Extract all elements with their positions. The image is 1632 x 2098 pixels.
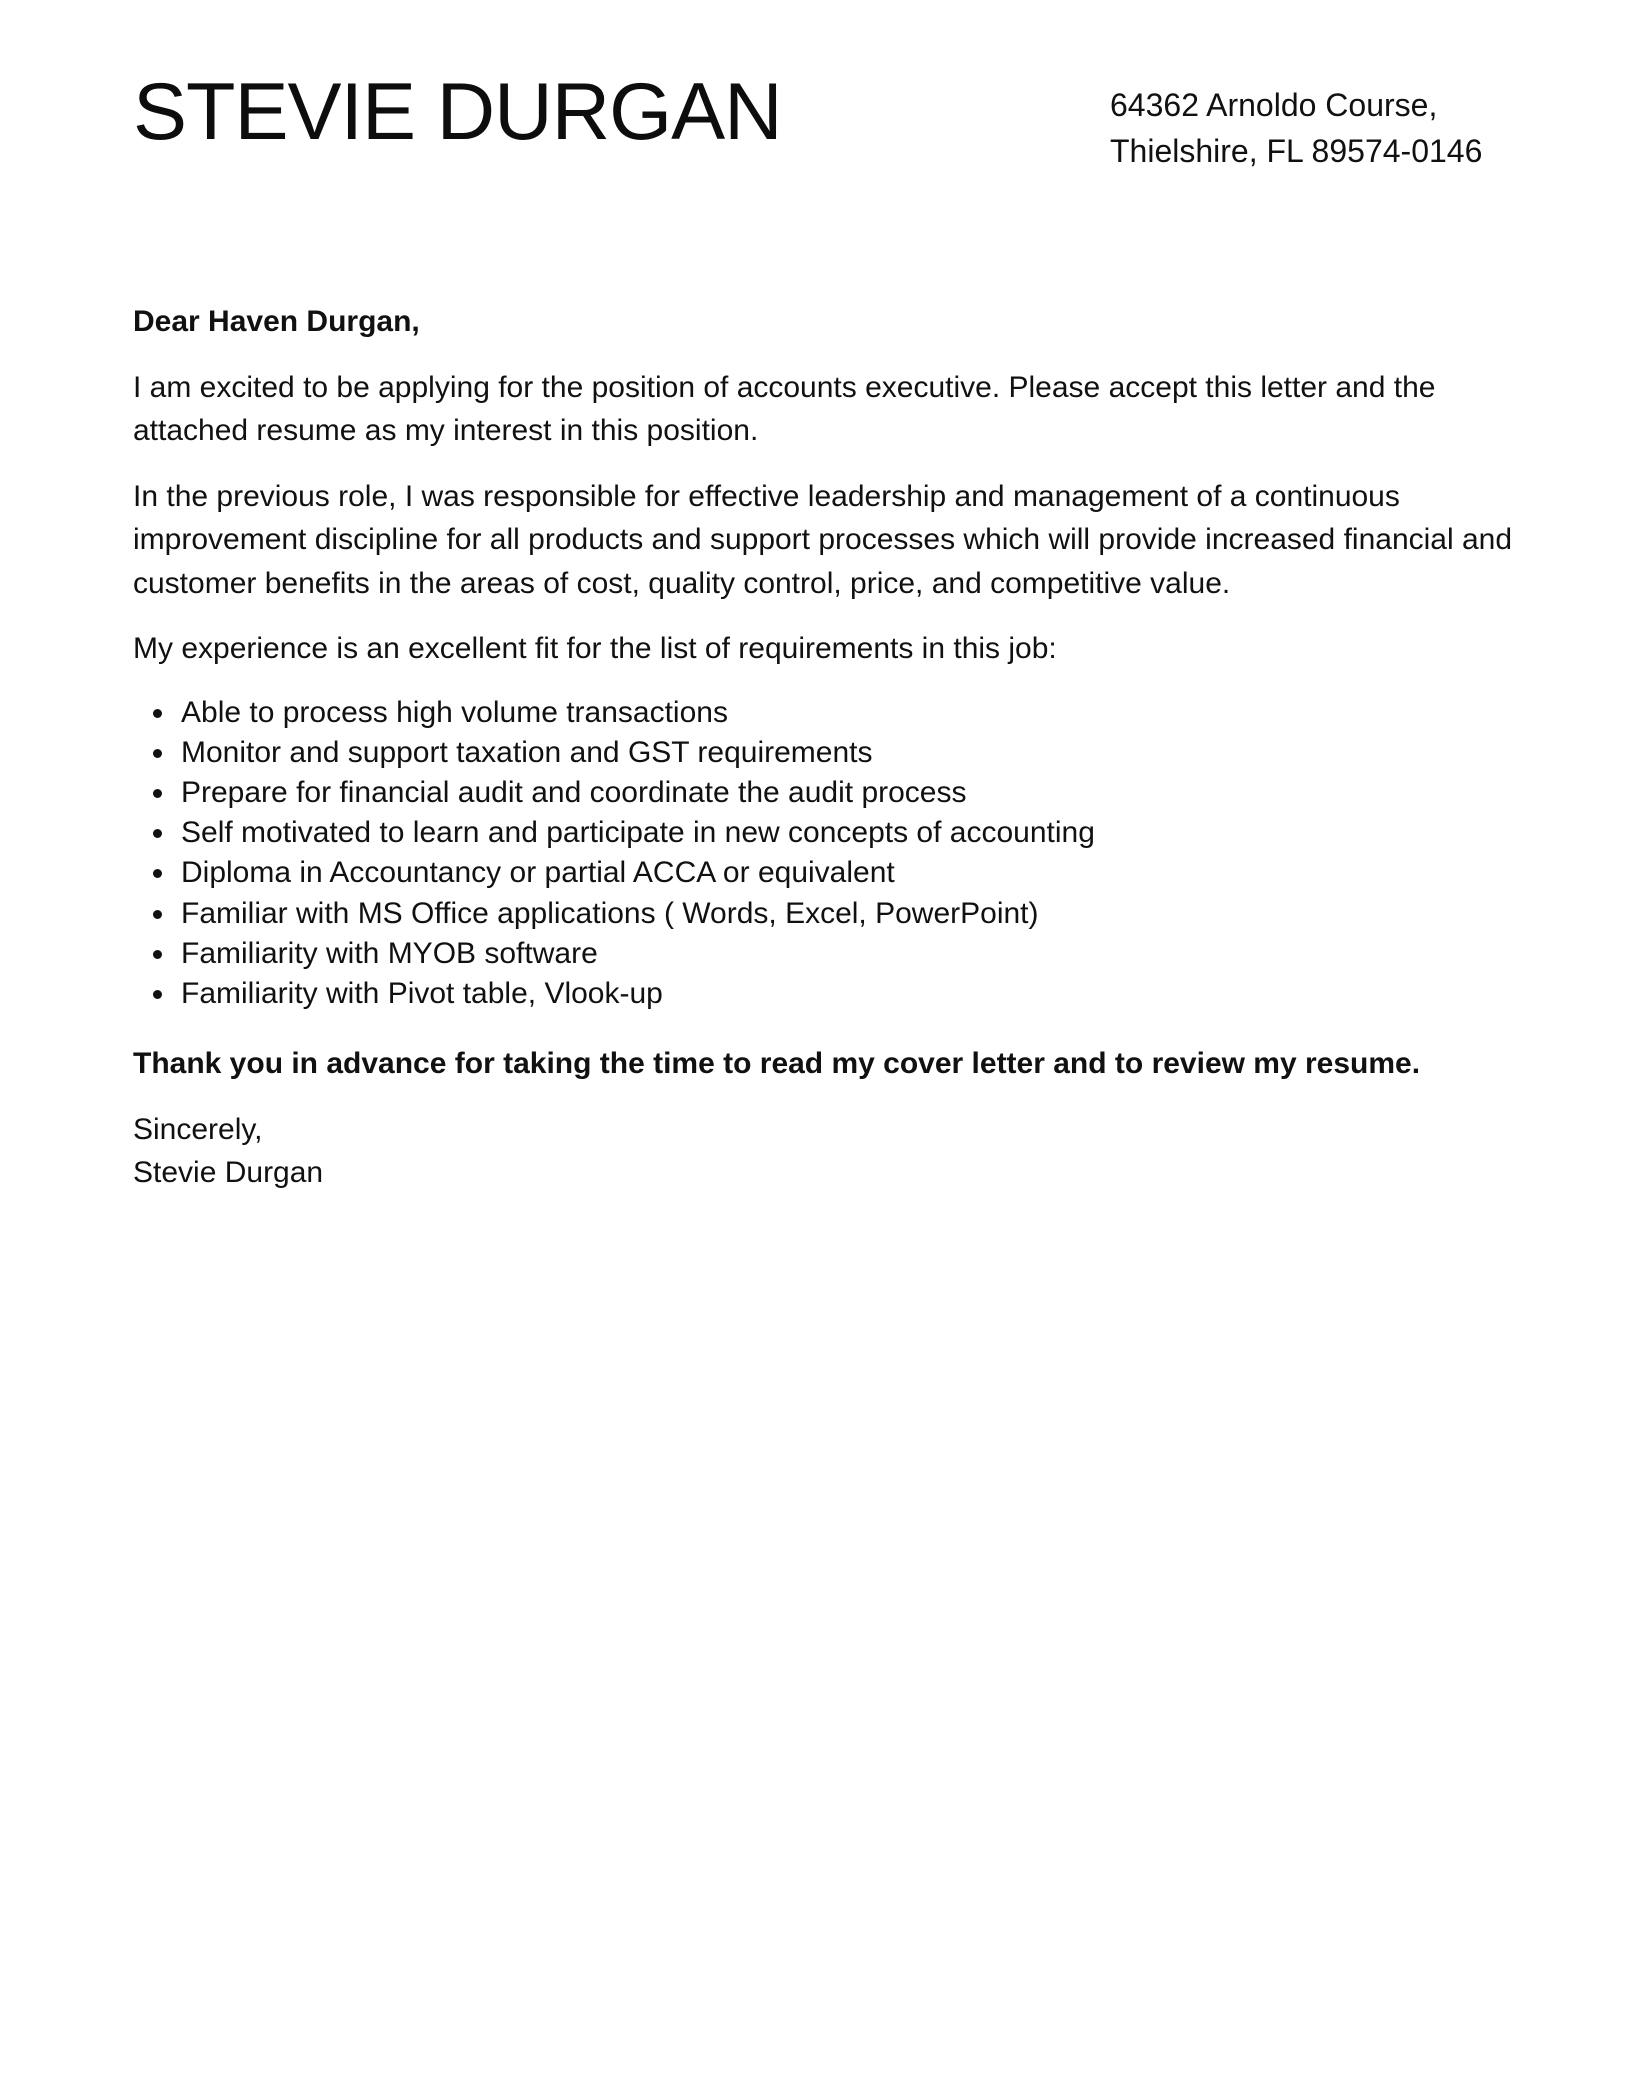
list-item [133,974,1513,1014]
letter-body [133,300,1513,1195]
list-item-text: Able to process high volume transactions [181,695,728,729]
bullet-icon [153,950,162,959]
signature-name: Stevie Durgan [133,1156,324,1190]
bullet-icon [153,869,162,878]
list-item-text: Familiarity with MYOB software [181,936,598,970]
list-item [133,773,1513,813]
list-item-text: Diploma in Accountancy or partial ACCA or equivalent [181,856,895,890]
bullet-icon [153,789,162,798]
bullet-icon [153,910,162,919]
list-item-text: Self motivated to learn and participate in new concepts of accounting [181,816,1095,850]
address-line-2: Thielshire, FL 89574-0146 [1110,133,1483,169]
list-item [133,733,1513,773]
list-item-text: Monitor and support taxation and GST requirements [181,735,873,769]
intro-paragraph: I am excited to be applying for the position of accounts executive. Please accept this letter and the attached resume as my interest in this position. [133,370,1436,447]
bullet-icon [153,749,162,758]
list-item [133,813,1513,853]
applicant-name: STEVIE DURGAN [133,67,782,157]
address-line-1: 64362 Arnoldo Course, [1110,87,1438,123]
applicant-address [1110,82,1482,174]
list-item-text: Prepare for financial audit and coordinate the audit process [181,775,967,809]
letter-greeting: Dear Haven Durgan, [133,305,420,338]
list-item-text: Familiar with MS Office applications ( Words, Excel, PowerPoint) [181,896,1039,930]
closing-statement: Thank you in advance for taking the time to read my cover letter and to review my resume. [133,1047,1421,1081]
requirements-list [133,693,1513,1015]
bullet-icon [153,709,162,718]
requirements-intro: My experience is an excellent fit for the list of requirements in this job: [133,632,1057,665]
list-item-text: Familiarity with Pivot table, Vlook-up [181,976,663,1010]
list-item [133,934,1513,974]
list-item [133,693,1513,733]
signoff-text: Sincerely, [133,1112,263,1146]
bullet-icon [153,990,162,999]
list-item [133,894,1513,934]
bullet-icon [153,829,162,838]
list-item [133,853,1513,893]
signature-block [133,1108,1513,1195]
experience-paragraph: In the previous role, I was responsible for effective leadership and management of a continuous improvement discipline for all products and support processes which will provide increased financial and customer benefits in the areas of cost, quality control, price, and competitive value. [133,479,1513,600]
